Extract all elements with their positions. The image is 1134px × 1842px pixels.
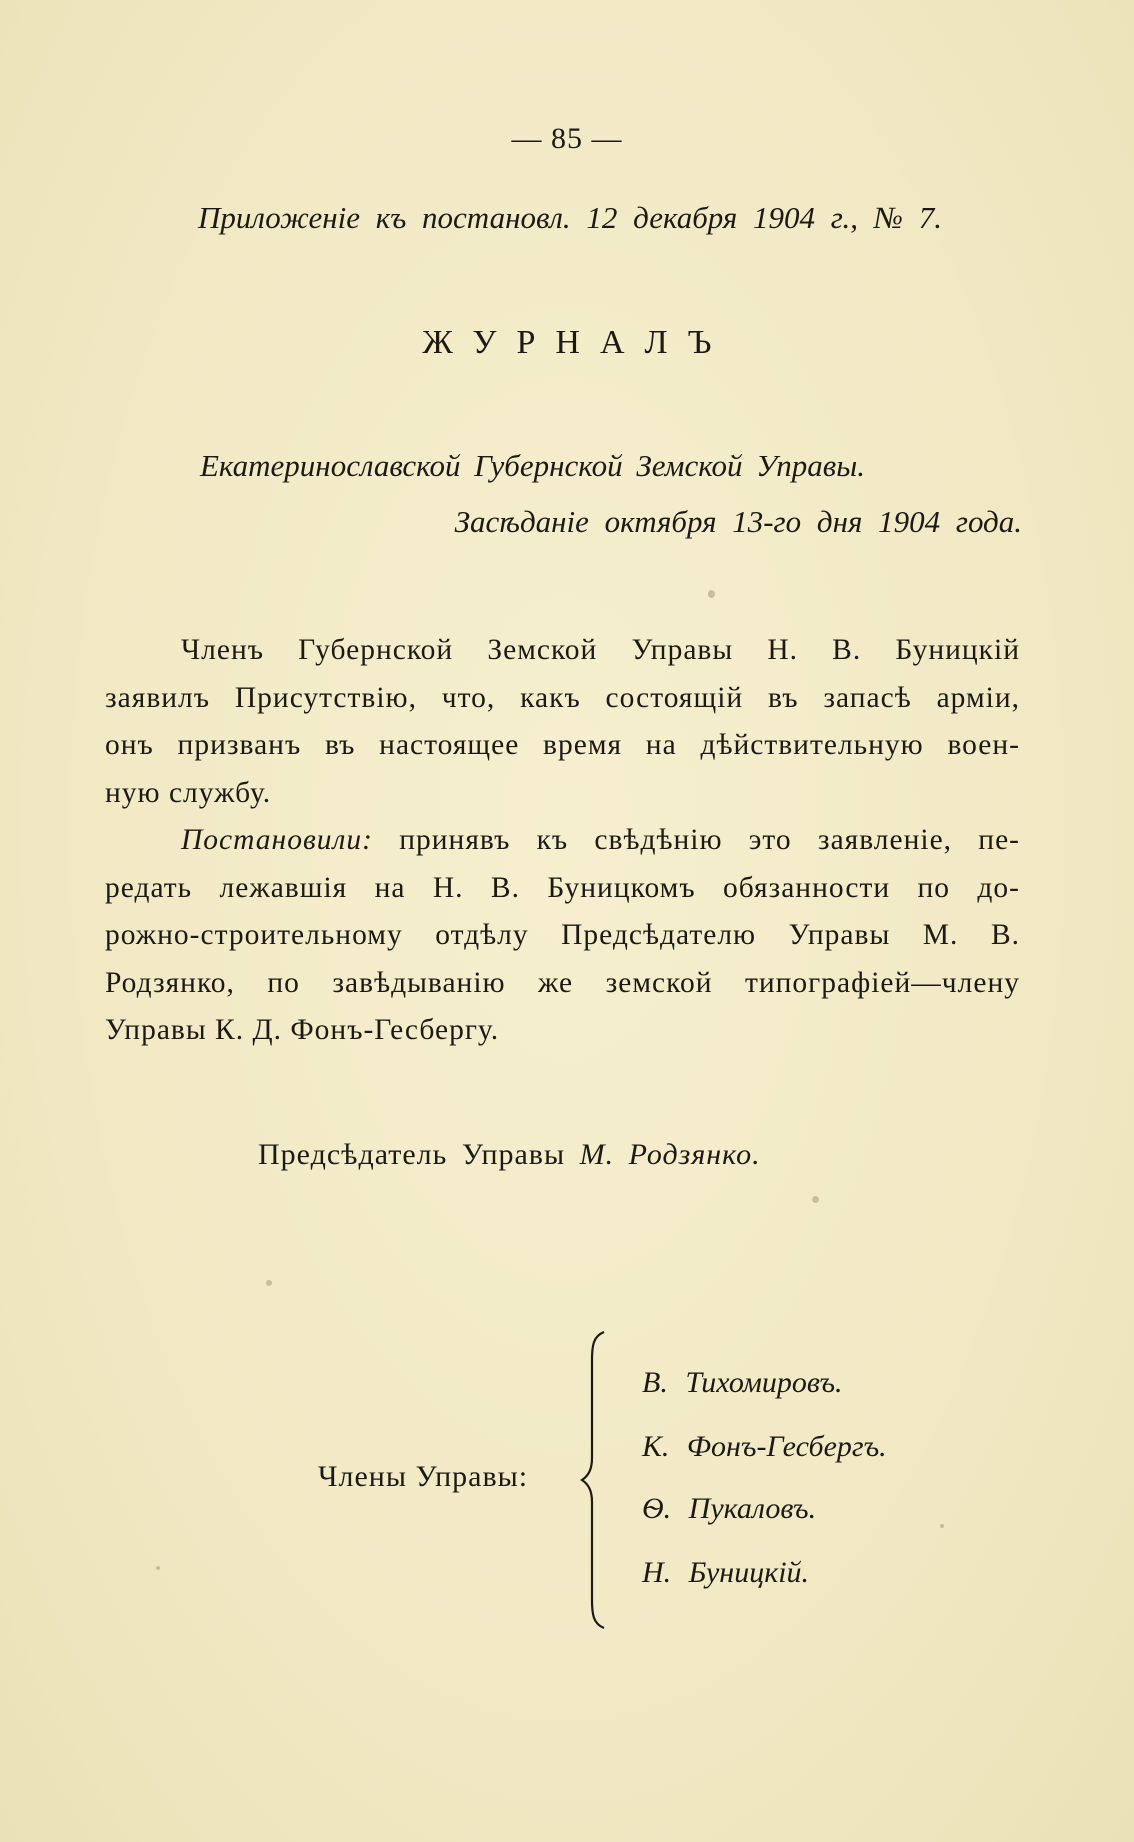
paragraph-line: рожно-строительному отдѣлу Предсѣдателю Управы М. В. bbox=[105, 919, 1020, 951]
session-date: Засѣданiе октября 13-го дня 1904 года. bbox=[454, 504, 1022, 539]
resolution-paragraph bbox=[105, 817, 1020, 1055]
member-name: В. Тихомировъ. bbox=[642, 1366, 843, 1399]
organization-name: Екатеринославской Губернской Земской Управы. bbox=[200, 448, 865, 483]
paragraph-line: заявилъ Присутствiю, что, какъ состоящiй въ запасѣ армiи, bbox=[105, 681, 1020, 714]
paragraph-line: ную службу. bbox=[105, 776, 272, 809]
chairman-label: Предсѣдатель Управы bbox=[258, 1138, 566, 1171]
chairman-signature: М. Родзянко. bbox=[579, 1138, 761, 1171]
paragraph-line: редать лежавшiя на Н. В. Буницкомъ обязанности по до- bbox=[105, 871, 1020, 904]
resolution-first-line: принявъ къ свѣдѣнiю это заявленiе, пе- bbox=[372, 824, 1020, 856]
page-number: — 85 — bbox=[511, 122, 623, 155]
paragraph-line bbox=[105, 817, 1020, 865]
paragraph-line: Управы К. Д. Фонъ-Гесбергу. bbox=[105, 1014, 500, 1046]
member-name: Ѳ. Пукаловъ. bbox=[642, 1492, 817, 1525]
paragraph-line: Членъ Губернской Земской Управы Н. В. Буницкiй bbox=[181, 634, 1020, 666]
chairman-signature-line bbox=[258, 1140, 761, 1170]
paper-speck bbox=[708, 590, 715, 598]
curly-brace bbox=[580, 1330, 610, 1630]
members-label: Члены Управы: bbox=[318, 1460, 529, 1493]
paper-speck bbox=[812, 1196, 819, 1203]
paragraph-line: онъ призванъ въ настоящее время на дѣйствительную воен- bbox=[105, 729, 1020, 761]
appendix-reference: Приложенiе къ постановл. 12 декабря 1904 г., № 7. bbox=[198, 200, 942, 235]
statement-paragraph bbox=[105, 627, 1020, 817]
journal-title: ЖУРНАЛЪ bbox=[422, 324, 732, 361]
paragraph-line: Родзянко, по завѣдыванiю же земской типографiей—члену bbox=[105, 966, 1020, 999]
paper-speck bbox=[940, 1524, 944, 1528]
resolution-lead: Постановили: bbox=[181, 824, 373, 856]
member-name: Н. Буницкiй. bbox=[642, 1556, 810, 1589]
member-name: К. Фонъ-Гесбергъ. bbox=[642, 1430, 887, 1463]
paper-speck bbox=[266, 1280, 272, 1286]
paper-speck bbox=[156, 1566, 160, 1570]
